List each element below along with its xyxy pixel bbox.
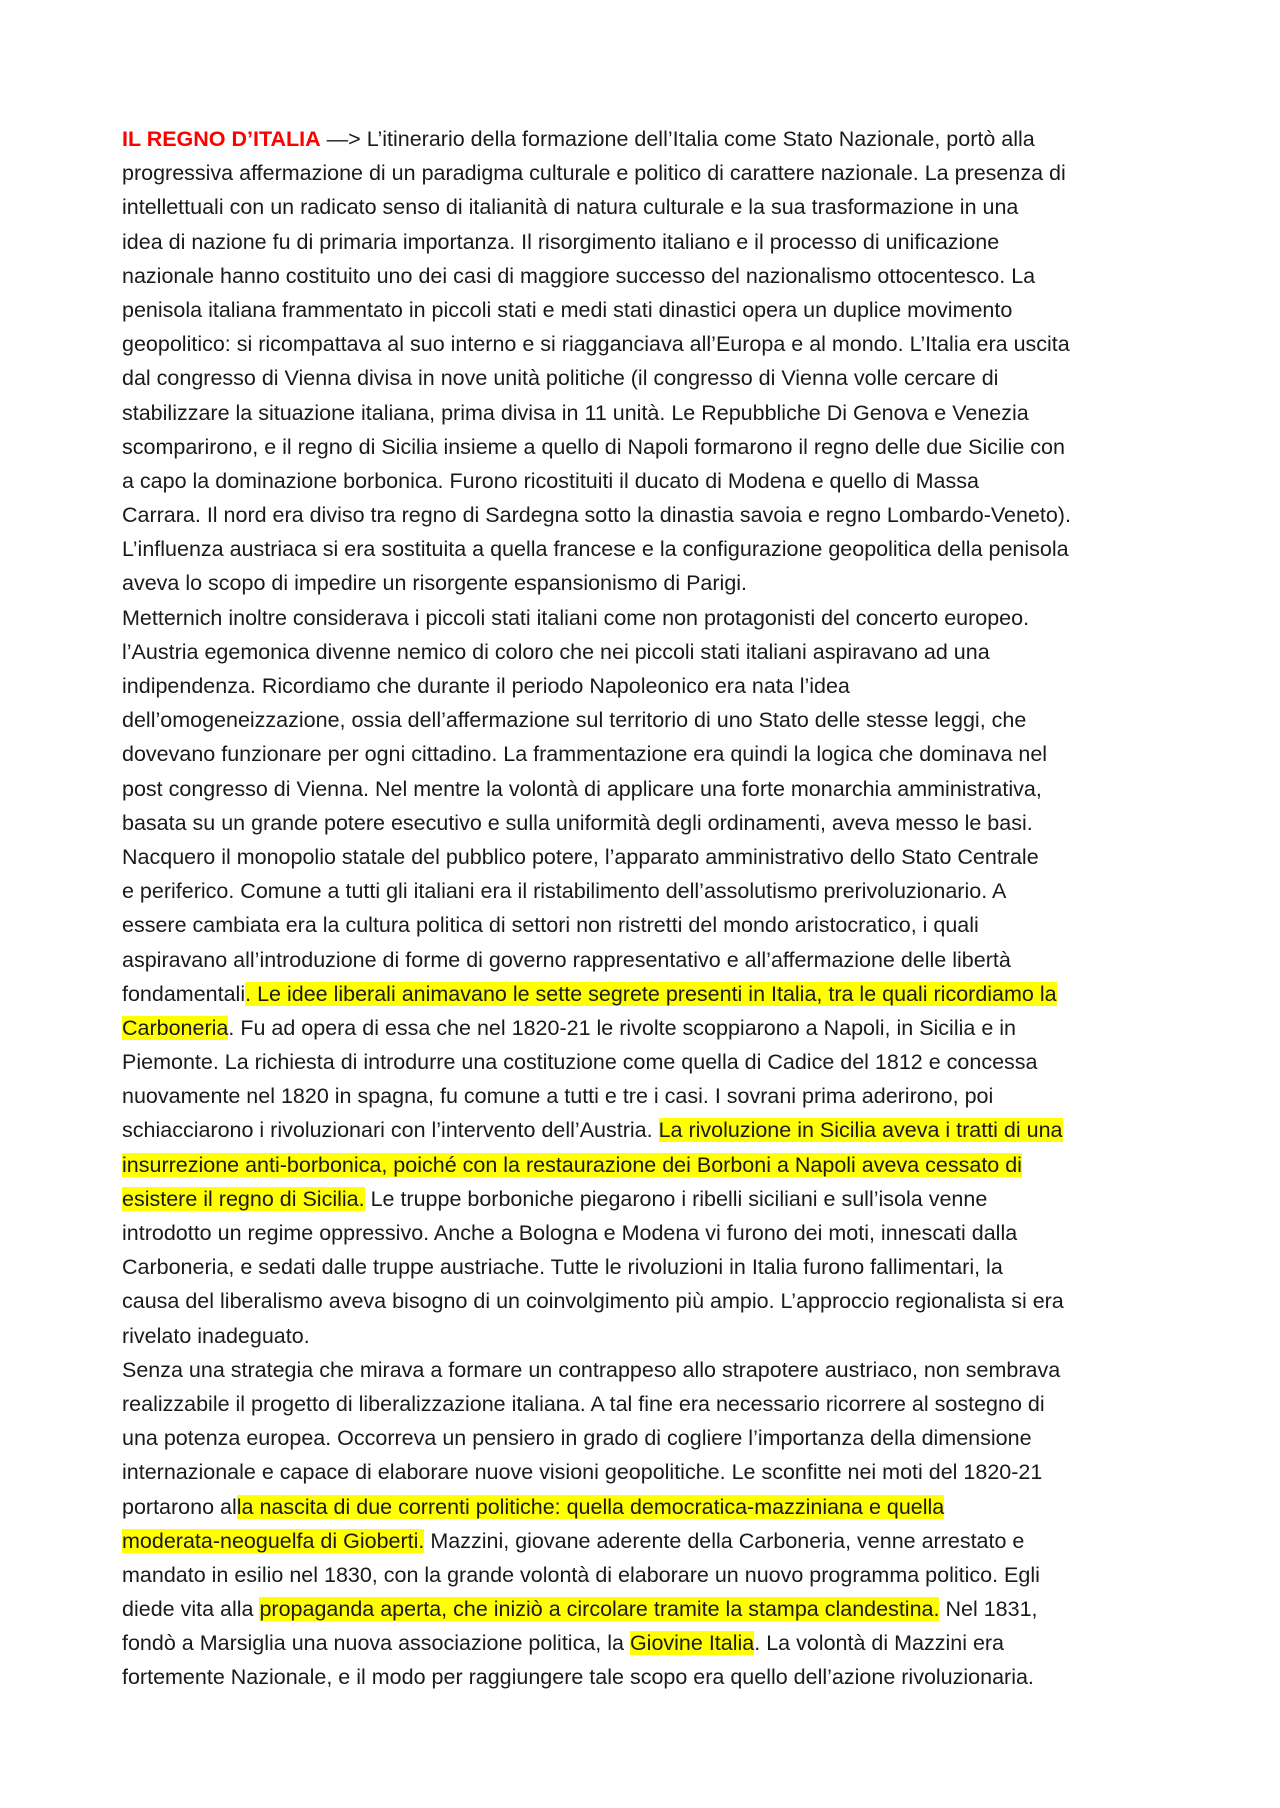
text-line (122, 635, 1172, 669)
text-line (122, 840, 1172, 874)
text-segment: idea di nazione fu di primaria importanza. Il risorgimento italiano e il processo di unificazione (122, 229, 1000, 254)
text-line (122, 1045, 1172, 1079)
text-segment: una potenza europea. Occorreva un pensiero in grado di cogliere l’importanza della dimensione (122, 1426, 1032, 1451)
text-segment: dal congresso di Vienna divisa in nove unità politiche (il congresso di Vienna volle cercare di (122, 366, 999, 391)
text-line (122, 259, 1172, 293)
text-line (122, 806, 1172, 840)
text-segment: Nacquero il monopolio statale del pubblico potere, l’apparato amministrativo dello Stato Centrale (122, 844, 1039, 869)
text-line (122, 1455, 1172, 1489)
text-segment: Carboneria, e sedati dalle truppe austriache. Tutte le rivoluzioni in Italia furono fallimentari, la (122, 1255, 1003, 1280)
highlighted-text: Carboneria (122, 1015, 229, 1040)
text-line (122, 1592, 1172, 1626)
text-segment: basata su un grande potere esecutivo e sulla uniformità degli ordinamenti, aveva messo le basi. (122, 810, 1033, 835)
text-line (122, 1148, 1172, 1182)
text-line (122, 1216, 1172, 1250)
text-line (122, 532, 1172, 566)
text-line (122, 1626, 1172, 1660)
text-segment: Mazzini, giovane aderente della Carboneria, venne arrestato e (424, 1528, 1025, 1553)
text-segment: internazionale e capace di elaborare nuove visioni geopolitiche. Le sconfitte nei moti del 1820-21 (122, 1460, 1043, 1485)
text-segment: Senza una strategia che mirava a formare un contrappeso allo strapotere austriaco, non sembrava (122, 1357, 1061, 1382)
text-line (122, 1284, 1172, 1318)
text-line (122, 1490, 1172, 1524)
text-line (122, 361, 1172, 395)
text-line (122, 1421, 1172, 1455)
highlighted-text: propaganda aperta, che iniziò a circolare tramite la stampa clandestina. (259, 1597, 940, 1622)
text-line (122, 566, 1172, 600)
paragraph-text (122, 122, 1172, 1695)
text-line (122, 1319, 1172, 1353)
text-segment: stabilizzare la situazione italiana, prima divisa in 11 unità. Le Repubbliche Di Genova e Venezia (122, 400, 1029, 425)
text-segment: Le truppe borboniche piegarono i ribelli siciliani e sull’isola venne (364, 1186, 988, 1211)
text-line (122, 1079, 1172, 1113)
text-segment: a capo la dominazione borbonica. Furono ricostituiti il ducato di Modena e quello di Massa (122, 468, 979, 493)
text-segment: fondamentali (122, 981, 246, 1006)
text-segment: aspiravano all’introduzione di forme di governo rappresentativo e all’affermazione delle libertà (122, 947, 1011, 972)
text-segment: causa del liberalismo aveva bisogno di un coinvolgimento più ampio. L’approccio regionalista si era (122, 1289, 1064, 1314)
text-line (122, 1353, 1172, 1387)
text-segment: indipendenza. Ricordiamo che durante il periodo Napoleonico era nata l’idea (122, 674, 850, 698)
text-line (122, 737, 1172, 771)
text-line (122, 1660, 1172, 1694)
text-segment: rivelato inadeguato. (122, 1323, 310, 1348)
text-line (122, 943, 1172, 977)
text-segment: Carrara. Il nord era diviso tra regno di Sardegna sotto la dinastia savoia e regno Lombardo-Veneto). (122, 503, 1071, 528)
text-segment: mandato in esilio nel 1830, con la grande volontà di elaborare un nuovo programma politico. Egli (122, 1562, 1040, 1587)
text-line (122, 293, 1172, 327)
text-segment: —> L’itinerario della formazione dell’Italia come Stato Nazionale, portò alla (320, 127, 1035, 151)
text-line (122, 669, 1172, 703)
text-line (122, 190, 1172, 224)
text-line (122, 908, 1172, 942)
text-line (122, 464, 1172, 498)
text-segment: fondò a Marsiglia una nuova associazione politica, la (122, 1631, 630, 1656)
highlighted-text: la nascita di due correnti politiche: quella democratica-mazziniana e quella (236, 1494, 945, 1519)
text-line (122, 772, 1172, 806)
highlighted-text: Giovine Italia (629, 1631, 755, 1656)
text-segment: dovevano funzionare per ogni cittadino. La frammentazione era quindi la logica che dominava nel (122, 742, 1048, 767)
text-segment: scomparirono, e il regno di Sicilia insieme a quello di Napoli formarono il regno delle due Sicilie con (122, 434, 1065, 459)
text-segment: . La volontà di Mazzini era (754, 1631, 1005, 1656)
text-segment: portarono al (122, 1494, 237, 1519)
document-title: IL REGNO D’ITALIA (122, 127, 321, 151)
text-segment: aveva lo scopo di impedire un risorgente espansionismo di Parigi. (122, 571, 748, 596)
text-segment: nazionale hanno costituito uno dei casi di maggiore successo del nazionalismo ottocentesco. La (122, 263, 1036, 288)
text-line (122, 498, 1172, 532)
text-line (122, 1113, 1172, 1147)
highlighted-text: . Le idee liberali animavano le sette segrete presenti in Italia, tra le quali ricordiamo la (245, 981, 1057, 1006)
text-segment: dell’omogeneizzazione, ossia dell’affermazione sul territorio di uno Stato delle stesse leggi, che (122, 708, 1027, 733)
text-segment: e periferico. Comune a tutti gli italiani era il ristabilimento dell’assolutismo prerivoluzionario. A (122, 879, 1007, 904)
document-body (122, 122, 1172, 1695)
highlighted-text: esistere il regno di Sicilia. (122, 1186, 365, 1211)
text-line (122, 1182, 1172, 1216)
text-segment: diede vita alla (122, 1597, 260, 1622)
text-line (122, 874, 1172, 908)
text-segment: . Fu ad opera di essa che nel 1820-21 le rivolte scoppiarono a Napoli, in Sicilia e in (228, 1015, 1016, 1040)
text-line (122, 1250, 1172, 1284)
text-segment: intellettuali con un radicato senso di italianità di natura culturale e la sua trasformazione in una (122, 195, 1019, 220)
text-segment: fortemente Nazionale, e il modo per raggiungere tale scopo era quello dell’azione rivoluzionaria. (122, 1665, 1034, 1690)
text-segment: Piemonte. La richiesta di introdurre una costituzione come quella di Cadice del 1812 e concessa (122, 1050, 1038, 1075)
highlighted-text: moderata-neoguelfa di Gioberti. (122, 1528, 425, 1553)
highlighted-text: La rivoluzione in Sicilia aveva i tratti di una (658, 1118, 1063, 1143)
text-segment: nuovamente nel 1820 in spagna, fu comune a tutti e tre i casi. I sovrani prima aderirono, poi (122, 1084, 994, 1109)
text-segment: post congresso di Vienna. Nel mentre la volontà di applicare una forte monarchia amministrativa, (122, 776, 1042, 801)
text-segment: schiacciarono i rivoluzionari con l’intervento dell’Austria. (122, 1118, 659, 1143)
text-line (122, 1387, 1172, 1421)
text-segment: geopolitico: si ricompattava al suo interno e si riagganciava all’Europa e al mondo. L’Italia era uscita (122, 332, 1070, 357)
text-line (122, 977, 1172, 1011)
text-segment: progressiva affermazione di un paradigma culturale e politico di carattere nazionale. La presenza di (122, 161, 1066, 186)
text-segment: introdotto un regime oppressivo. Anche a Bologna e Modena vi furono dei moti, innescati dalla (122, 1221, 1018, 1245)
highlighted-text: insurrezione anti-borbonica, poiché con la restaurazione dei Borboni a Napoli aveva cessato di (122, 1152, 1022, 1177)
text-segment: L’influenza austriaca si era sostituita a quella francese e la configurazione geopolitica della penisola (122, 537, 1069, 562)
text-line (122, 156, 1172, 190)
text-line (122, 1558, 1172, 1592)
text-line (122, 601, 1172, 635)
text-line (122, 225, 1172, 259)
text-segment: Metternich inoltre considerava i piccoli stati italiani come non protagonisti del concerto europeo. (122, 605, 1030, 630)
text-line (122, 1524, 1172, 1558)
text-line (122, 1011, 1172, 1045)
title-line (122, 122, 1172, 156)
text-line (122, 327, 1172, 361)
text-line (122, 396, 1172, 430)
text-segment: realizzabile il progetto di liberalizzazione italiana. A tal fine era necessario ricorrere al sostegno di (122, 1391, 1045, 1416)
text-segment: l’Austria egemonica divenne nemico di coloro che nei piccoli stati italiani aspiravano ad una (122, 639, 990, 664)
text-segment: essere cambiata era la cultura politica di settori non ristretti del mondo aristocratico, i quali (122, 913, 979, 938)
text-line (122, 430, 1172, 464)
text-segment: penisola italiana frammentato in piccoli stati e medi stati dinastici opera un duplice movimento (122, 297, 1013, 322)
text-line (122, 703, 1172, 737)
text-segment: Nel 1831, (939, 1597, 1038, 1622)
